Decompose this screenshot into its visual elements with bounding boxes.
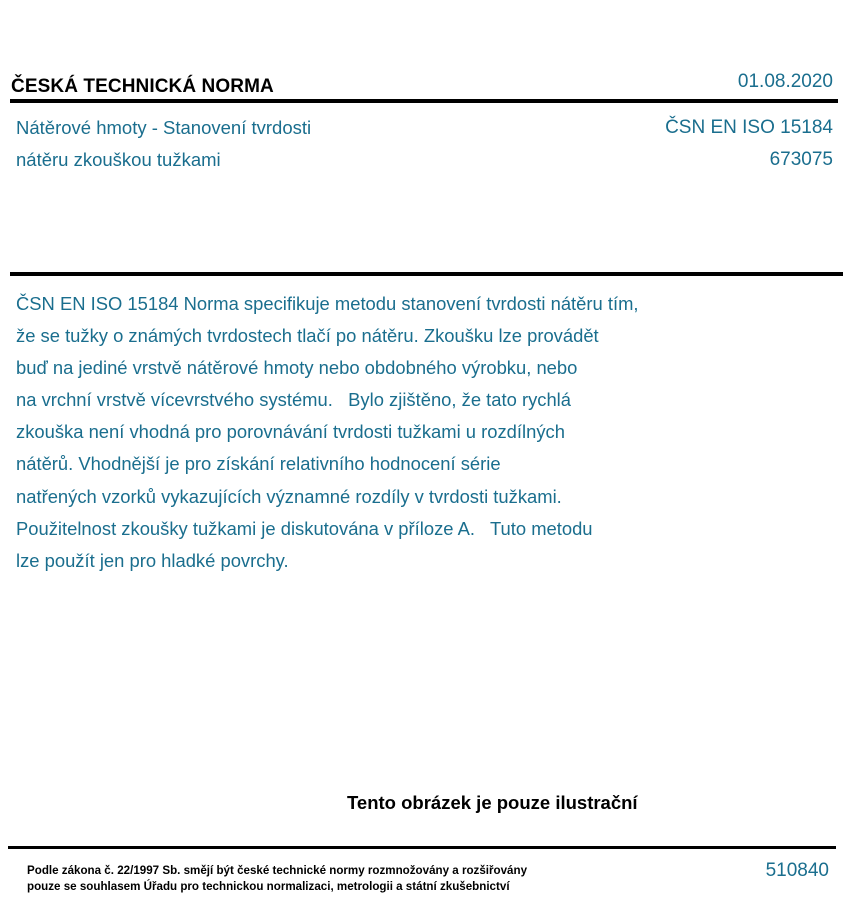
abstract-line: natřených vzorků vykazujících významné rozdíly v tvrdosti tužkami. <box>16 485 562 507</box>
title-divider <box>10 272 843 276</box>
footer-legal-line: pouze se souhlasem Úřadu pro technickou normalizaci, metrologii a státní zkušebnictví <box>27 880 510 893</box>
abstract-line: že se tužky o známých tvrdostech tlačí po nátěru. Zkoušku lze provádět <box>16 325 599 347</box>
document-title-line-1: Nátěrové hmoty - Stanovení tvrdosti <box>16 117 312 138</box>
abstract-line: lze použít jen pro hladké povrchy. <box>16 549 289 571</box>
abstract-line: Použitelnost zkoušky tužkami je diskutována v příloze A. Tuto metodu <box>16 517 593 539</box>
abstract-line: nátěrů. Vhodnější je pro získání relativního hodnocení série <box>16 453 501 475</box>
illustration-disclaimer: Tento obrázek je pouze ilustrační <box>347 792 638 813</box>
header-divider <box>10 99 838 103</box>
footer-code: 510840 <box>765 860 829 881</box>
abstract-line: na vrchní vrstvě vícevrstvého systému. Bylo zjištěno, že tato rychlá <box>16 389 571 411</box>
document-header-title: ČESKÁ TECHNICKÁ NORMA <box>11 76 274 97</box>
classification-code: 673075 <box>769 149 833 170</box>
standard-number: ČSN EN ISO 15184 <box>665 117 833 138</box>
abstract-line: buď na jediné vrstvě nátěrové hmoty nebo obdobného výrobku, nebo <box>16 357 578 379</box>
abstract-text <box>16 288 776 577</box>
abstract-line: zkouška není vhodná pro porovnávání tvrdosti tužkami u rozdílných <box>16 421 565 443</box>
publication-date: 01.08.2020 <box>737 71 833 92</box>
footer-legal-line: Podle zákona č. 22/1997 Sb. smějí být české technické normy rozmnožovány a rozšiřovány <box>27 864 528 877</box>
abstract-line: ČSN EN ISO 15184 Norma specifikuje metodu stanovení tvrdosti nátěru tím, <box>16 293 639 314</box>
document-title-line-2: nátěru zkouškou tužkami <box>16 149 221 170</box>
footer-divider <box>8 846 836 849</box>
footer-legal-notice <box>27 863 527 895</box>
